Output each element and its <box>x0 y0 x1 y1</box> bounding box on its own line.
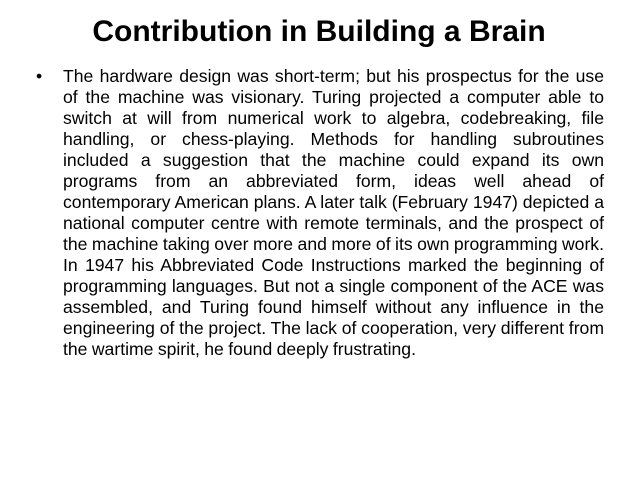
bullet-list <box>36 66 604 360</box>
bullet-item <box>36 66 604 360</box>
bullet-text: The hardware design was short-term; but his prospectus for the use of the machine was visionary. Turing projected a computer able to switch at will from numerical work to algebra, codebreaking, file handling, or chess-playing. Methods for handling subroutines included a suggestion that the machine could expand its own programs from an abbreviated form, ideas well ahead of contemporary American plans. A later talk (February 1947) depicted a national computer centre with remote terminals, and the prospect of the machine taking over more and more of its own programming work. In 1947 his Abbreviated Code Instructions marked the beginning of programming languages. But not a single component of the ACE was assembled, and Turing found himself without any influence in the engineering of the project. The lack of cooperation, very different from the wartime spirit, he found deeply frustrating. <box>63 66 604 359</box>
bullet-marker: • <box>36 66 43 86</box>
slide-title: Contribution in Building a Brain <box>92 15 546 48</box>
